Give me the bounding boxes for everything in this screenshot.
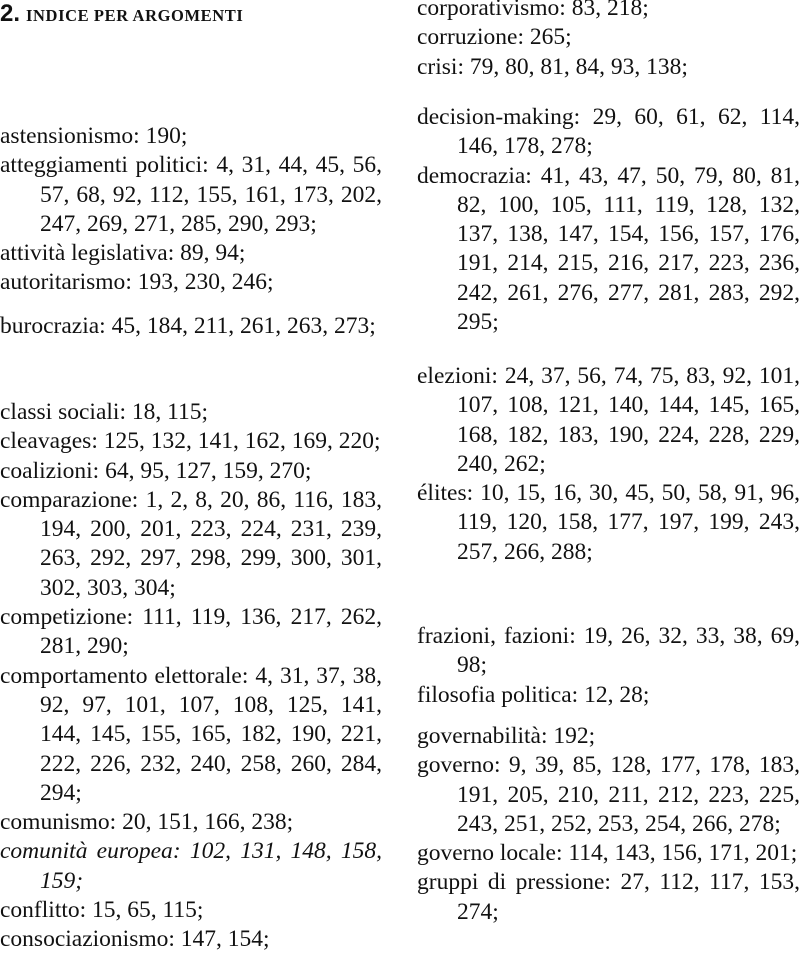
index-entry: atteggiamenti politici: 4, 31, 44, 45, 56, 57, 68, 92, 112, 155, 161, 173, 202, 247, 269, 271, 285, 290, 293; xyxy=(0,152,383,237)
index-entry: frazioni, fazioni: 19, 26, 32, 33, 38, 69, 98; xyxy=(417,623,800,679)
index-entry: comunità europea: 102, 131, 148, 158, 159; xyxy=(0,838,383,894)
index-entry: corporativismo: 83, 218; xyxy=(417,0,649,21)
letter-group-c xyxy=(0,398,382,955)
letter-group-e xyxy=(417,362,800,567)
index-entry: governabilità: 192; xyxy=(417,723,596,749)
index-entry: comportamento elettorale: 4, 31, 37, 38, 92, 97, 101, 107, 108, 125, 141, 144, 145, 155, 165, 182, 190, 221, 222, 226, 232, 240, 258, 260, 284, 294; xyxy=(0,662,382,806)
index-entry: comparazione: 1, 2, 8, 20, 86, 116, 183, 194, 200, 201, 223, 224, 231, 239, 263, 292, 297, 298, 299, 300, 301, 302, 303, 304; xyxy=(0,486,383,601)
letter-group-a xyxy=(0,122,382,298)
index-entry: cleavages: 125, 132, 141, 162, 169, 220; xyxy=(0,428,381,455)
index-entry: decision-making: 29, 60, 61, 62, 114, 146, 178, 278; xyxy=(417,104,800,160)
index-entry: corruzione: 265; xyxy=(417,24,572,51)
index-entry: crisi: 79, 80, 81, 84, 93, 138; xyxy=(417,53,688,80)
index-entry: consociazionismo: 147, 154; xyxy=(0,926,270,953)
index-entry: burocrazia: 45, 184, 211, 261, 263, 273; xyxy=(0,313,376,339)
index-entry: governo locale: 114, 143, 156, 171, 201; xyxy=(417,840,798,867)
section-number: 2. xyxy=(0,0,21,27)
index-entry: democrazia: 41, 43, 47, 50, 79, 80, 81, 82, 100, 105, 111, 119, 128, 132, 137, 138, 147, 154, 156, 157, 176, 191, 214, 215, 216, 217, 223, 236, 242, 261, 276, 277, 281, 283, 292, 295; xyxy=(417,162,800,336)
index-entry: attività legislativa: 89, 94; xyxy=(0,240,246,267)
letter-group-b xyxy=(0,312,382,341)
index-entry: comunismo: 20, 151, 166, 238; xyxy=(0,809,294,836)
letter-group-c-continued xyxy=(417,0,800,82)
section-title: INDICE PER ARGOMENTI xyxy=(26,6,244,25)
index-entry: gruppi di pressione: 27, 112, 117, 153, 274; xyxy=(417,869,800,925)
index-entry: coalizioni: 64, 95, 127, 159, 270; xyxy=(0,457,312,484)
letter-group-f xyxy=(417,622,800,710)
index-entry: competizione: 111, 119, 136, 217, 262, 281, 290; xyxy=(0,604,382,660)
letter-group-g xyxy=(417,722,800,927)
letter-group-d xyxy=(417,103,800,337)
index-entry: governo: 9, 39, 85, 128, 177, 178, 183, 191, 205, 210, 211, 212, 223, 225, 243, 251, 252, 253, 254, 266, 278; xyxy=(417,752,800,837)
index-entry: filosofia politica: 12, 28; xyxy=(417,681,650,708)
section-heading xyxy=(0,0,243,30)
index-entry: astensionismo: 190; xyxy=(0,123,188,149)
index-entry: conflitto: 15, 65, 115; xyxy=(0,897,204,924)
index-entry: élites: 10, 15, 16, 30, 45, 50, 58, 91, 96, 119, 120, 158, 177, 197, 199, 243, 257, 266, 288; xyxy=(417,480,800,565)
index-entry: classi sociali: 18, 115; xyxy=(0,399,209,425)
index-entry: autoritarismo: 193, 230, 246; xyxy=(0,269,274,296)
index-entry: elezioni: 24, 37, 56, 74, 75, 83, 92, 101, 107, 108, 121, 140, 144, 145, 165, 168, 182, 183, 190, 224, 228, 229, 240, 262; xyxy=(417,363,800,477)
